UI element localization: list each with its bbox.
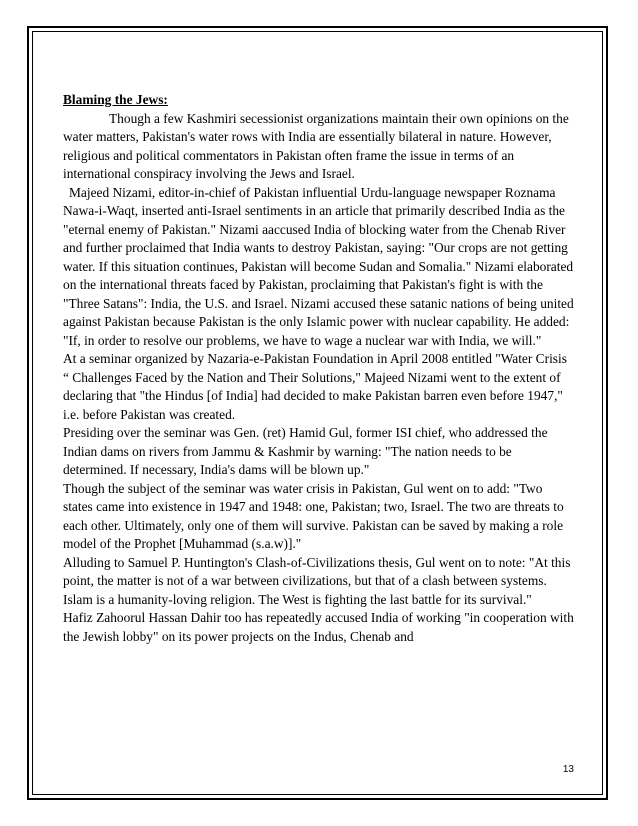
paragraph: At a seminar organized by Nazaria-e-Pakistan Foundation in April 2008 entitled "Water Crisis “ Challenges Faced by the Nation and Their Solutions," Majeed Nizami went to the extent of declaring that "the Hindus [of India] had decided to make Pakistan barren even before 1947," i.e. before Pakistan was created.: [63, 351, 567, 422]
paragraph: Majeed Nizami, editor-in-chief of Pakistan influential Urdu-language newspaper Roznama Nawa-i-Waqt, inserted anti-Israel sentiments in an article that primarily described India as the "eternal enemy of Pakistan." Nizami aaccused India of blocking water from the Chenab River and further proclaimed that India wants to destroy Pakistan, saying: "Our crops are not getting water. If this situation continues, Pakistan will become Sudan and Somalia." Nizami elaborated on the international threats faced by Pakistan, proclaiming that Pakistan's fight is with the "Three Satans": India, the U.S. and Israel. Nizami accused these satanic nations of being united against Pakistan because Pakistan is the only Islamic power with nuclear capability. He added: "If, in order to resolve our problems, we have to wage a nuclear war with India, we will.": [63, 184, 574, 348]
paragraph: Presiding over the seminar was Gen. (ret) Hamid Gul, former ISI chief, who addressed the Indian dams on rivers from Jammu & Kashmir by warning: "The nation needs to be determined. If necessary, India's dams will be blown up.": [63, 425, 548, 477]
paragraph: Alluding to Samuel P. Huntington's Clash-of-Civilizations thesis, Gul went on to note: "At this point, the matter is not of a war between civilizations, but that of a clash between systems. Islam is a humanity-loving religion. The West is fighting the last battle for its survival.": [63, 554, 571, 607]
paragraph: Though a few Kashmiri secessionist organizations maintain their own opinions on the water matters, Pakistan's water rows with India are essentially bilateral in nature. However, religious and political commentators in Pakistan often frame the issue in terms of an international conspiracy involving the Jews and Israel.: [63, 110, 569, 181]
paragraph: Hafiz Zahoorul Hassan Dahir too has repeatedly accused India of working "in cooperation with the Jewish lobby" on its power projects on the Indus, Chenab and: [63, 610, 574, 644]
document-body: [63, 91, 575, 646]
paragraph: Though the subject of the seminar was water crisis in Pakistan, Gul went on to add: "Two states came into existence in 1947 and 1948: one, Pakistan; two, Israel. The two are threats to each other. Ultimately, only one of them will survive. Pakistan can be saved by making a role model of the Prophet [Muhammad (s.a.w)].": [63, 480, 564, 551]
page-number: 13: [562, 764, 574, 775]
section-heading: Blaming the Jews:: [63, 92, 168, 107]
